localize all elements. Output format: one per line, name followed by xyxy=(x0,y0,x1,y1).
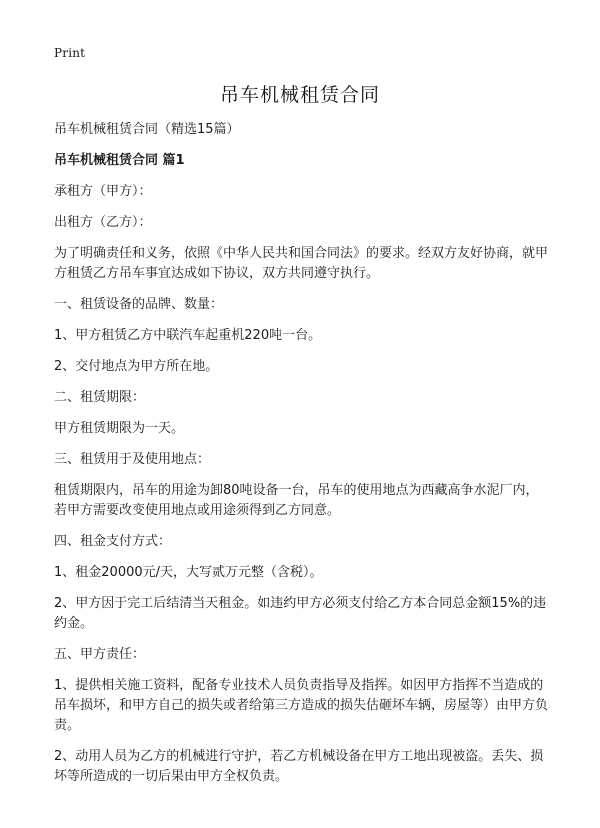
paragraph: 1、租金20000元/天，大写贰万元整（含税）。 xyxy=(54,565,323,580)
paragraph: 1、提供相关施工资料，配备专业技术人员负责指导及指挥。如因甲方指挥不当造成的吊车损坏，和甲方自己的损失或者给第三方造成的损失估砸坏车辆，房屋等）由甲方负责。 xyxy=(54,678,549,733)
print-link[interactable]: Print xyxy=(54,46,86,60)
paragraph: 承租方（甲方）： xyxy=(54,184,152,199)
paragraph: 1、甲方租赁乙方中联汽车起重机220吨一台。 xyxy=(54,328,322,343)
paragraph: 出租方（乙方）： xyxy=(54,215,152,230)
paragraph: 四、租金支付方式： xyxy=(54,534,172,549)
document-title: 吊车机械租赁合同 xyxy=(219,84,380,106)
paragraph: 为了明确责任和义务，依照《中华人民共和国合同法》的要求。经双方友好协商，就甲方租赁乙方吊车事宜达成如下协议，双方共同遵守执行。 xyxy=(54,246,549,281)
paragraph: 甲方租赁期限为一天。 xyxy=(54,421,185,436)
paragraph: 2、交付地点为甲方所在地。 xyxy=(54,359,219,374)
document-body xyxy=(54,120,550,798)
paragraph: 一、租赁设备的品牌、数量： xyxy=(54,297,224,312)
paragraph: 二、租赁期限： xyxy=(54,390,146,405)
paragraph: 2、甲方因于完工后结清当天租金。如违约甲方必须支付给乙方本合同总金额15%的违约金。 xyxy=(54,596,547,631)
section-heading: 吊车机械租赁合同 篇1 xyxy=(54,153,185,168)
paragraph: 五、甲方责任： xyxy=(54,647,146,662)
document-subtitle: 吊车机械租赁合同（精选15篇） xyxy=(54,122,240,137)
paragraph: 2、动用人员为乙方的机械进行守护，若乙方机械设备在甲方工地出现被盗。丢失、损坏等所造成的一切后果由甲方全权负责。 xyxy=(54,749,544,784)
paragraph: 三、租赁用于及使用地点： xyxy=(54,452,211,467)
paragraph: 租赁期限内，吊车的用途为卸80吨设备一台，吊车的使用地点为西藏高争水泥厂内，若甲方需要改变使用地点或用途须得到乙方同意。 xyxy=(54,483,539,518)
